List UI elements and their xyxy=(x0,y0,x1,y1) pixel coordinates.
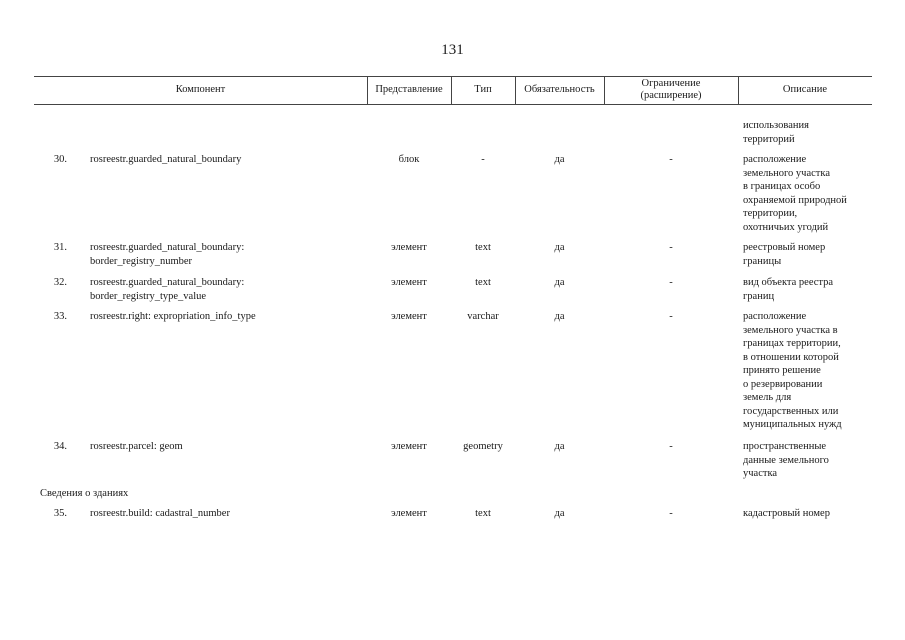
description-line: охраняемой природной xyxy=(743,194,847,206)
description-line: границы xyxy=(743,255,782,267)
row-type: geometry xyxy=(463,441,503,452)
description-line: территорий xyxy=(743,133,795,145)
row-component xyxy=(90,276,244,303)
description-line: принято решение xyxy=(743,365,821,376)
description-line: в границах особо xyxy=(743,181,821,192)
header-description: Описание xyxy=(782,84,828,95)
row-limit: - xyxy=(669,277,673,288)
header-limit-line1: Ограничение xyxy=(641,78,701,89)
row-component xyxy=(90,440,183,454)
header-limit xyxy=(604,76,738,104)
row-component xyxy=(90,310,256,324)
row-limit: - xyxy=(669,154,673,165)
description-line: границ xyxy=(743,290,775,302)
table-header-bottom-rule xyxy=(34,104,872,105)
section-title-buildings: Сведения о зданиях xyxy=(40,488,129,499)
row-required: да xyxy=(554,311,565,322)
row-number: 35. xyxy=(53,508,67,519)
row-representation: элемент xyxy=(391,242,427,253)
description-line: участка xyxy=(743,468,778,479)
row-number: 30. xyxy=(53,154,67,165)
row-component xyxy=(90,153,241,167)
description-line: государственных или xyxy=(743,405,839,417)
page-number: 131 xyxy=(441,42,464,58)
row-representation: элемент xyxy=(391,277,427,288)
row-description xyxy=(743,241,825,268)
row-component xyxy=(90,507,230,521)
component-line: border_registry_type_value xyxy=(90,290,207,302)
row-number: 32. xyxy=(53,277,67,288)
description-line: охотничьих угодий xyxy=(743,221,829,233)
row-representation: блок xyxy=(398,154,420,165)
row-number: 33. xyxy=(53,311,67,322)
description-line: кадастровый номер xyxy=(743,508,830,519)
header-component: Компонент xyxy=(175,84,226,95)
description-line: земельного участка в xyxy=(743,324,838,336)
row-limit: - xyxy=(669,311,673,322)
header-type: Тип xyxy=(474,84,492,95)
description-line: расположение xyxy=(743,154,807,165)
description-line: использования xyxy=(743,120,809,131)
row-type: text xyxy=(475,508,491,519)
component-line: rosreestr.right: expropriation_info_type xyxy=(90,311,256,322)
component-line: rosreestr.guarded_natural_boundary: xyxy=(90,242,245,253)
header-representation: Представление xyxy=(375,84,443,95)
description-line: в отношении которой xyxy=(743,351,839,363)
component-line: border_registry_number xyxy=(90,255,193,267)
row-description xyxy=(743,153,847,234)
component-line: rosreestr.guarded_natural_boundary: xyxy=(90,277,245,288)
row-representation: элемент xyxy=(391,311,427,322)
row-required: да xyxy=(554,508,565,519)
description-line: муниципальных нужд xyxy=(743,419,842,430)
row-required: да xyxy=(554,277,565,288)
description-line: земельного участка xyxy=(743,167,830,179)
description-line: земель для xyxy=(743,392,792,403)
row-description xyxy=(743,310,842,432)
description-line: данные земельного xyxy=(743,454,829,466)
row-required: да xyxy=(554,242,565,253)
row-description xyxy=(743,507,830,521)
component-line: rosreestr.build: cadastral_number xyxy=(90,508,230,519)
description-line: пространственные xyxy=(743,441,827,452)
row-number: 31. xyxy=(53,242,67,253)
row-number: 34. xyxy=(53,441,67,452)
description-line: территории, xyxy=(743,208,798,219)
description-continuation xyxy=(743,119,809,146)
row-type: text xyxy=(475,277,491,288)
row-description xyxy=(743,276,833,303)
row-limit: - xyxy=(669,242,673,253)
row-type: text xyxy=(475,242,491,253)
row-required: да xyxy=(554,154,565,165)
row-description xyxy=(743,440,829,481)
row-limit: - xyxy=(669,441,673,452)
row-type: - xyxy=(481,154,485,165)
description-line: вид объекта реестра xyxy=(743,277,834,288)
description-line: расположение xyxy=(743,311,807,322)
component-line: rosreestr.guarded_natural_boundary xyxy=(90,154,242,165)
row-required: да xyxy=(554,441,565,452)
description-line: реестровый номер xyxy=(743,242,826,253)
row-representation: элемент xyxy=(391,441,427,452)
row-limit: - xyxy=(669,508,673,519)
component-line: rosreestr.parcel: geom xyxy=(90,441,183,452)
description-line: о резервировании xyxy=(743,378,823,390)
description-line: границах территории, xyxy=(743,338,841,349)
header-required: Обязательность xyxy=(524,84,595,95)
row-component xyxy=(90,241,244,268)
header-limit-line2: (расширение) xyxy=(640,90,702,101)
row-type: varchar xyxy=(467,311,499,322)
row-representation: элемент xyxy=(391,508,427,519)
